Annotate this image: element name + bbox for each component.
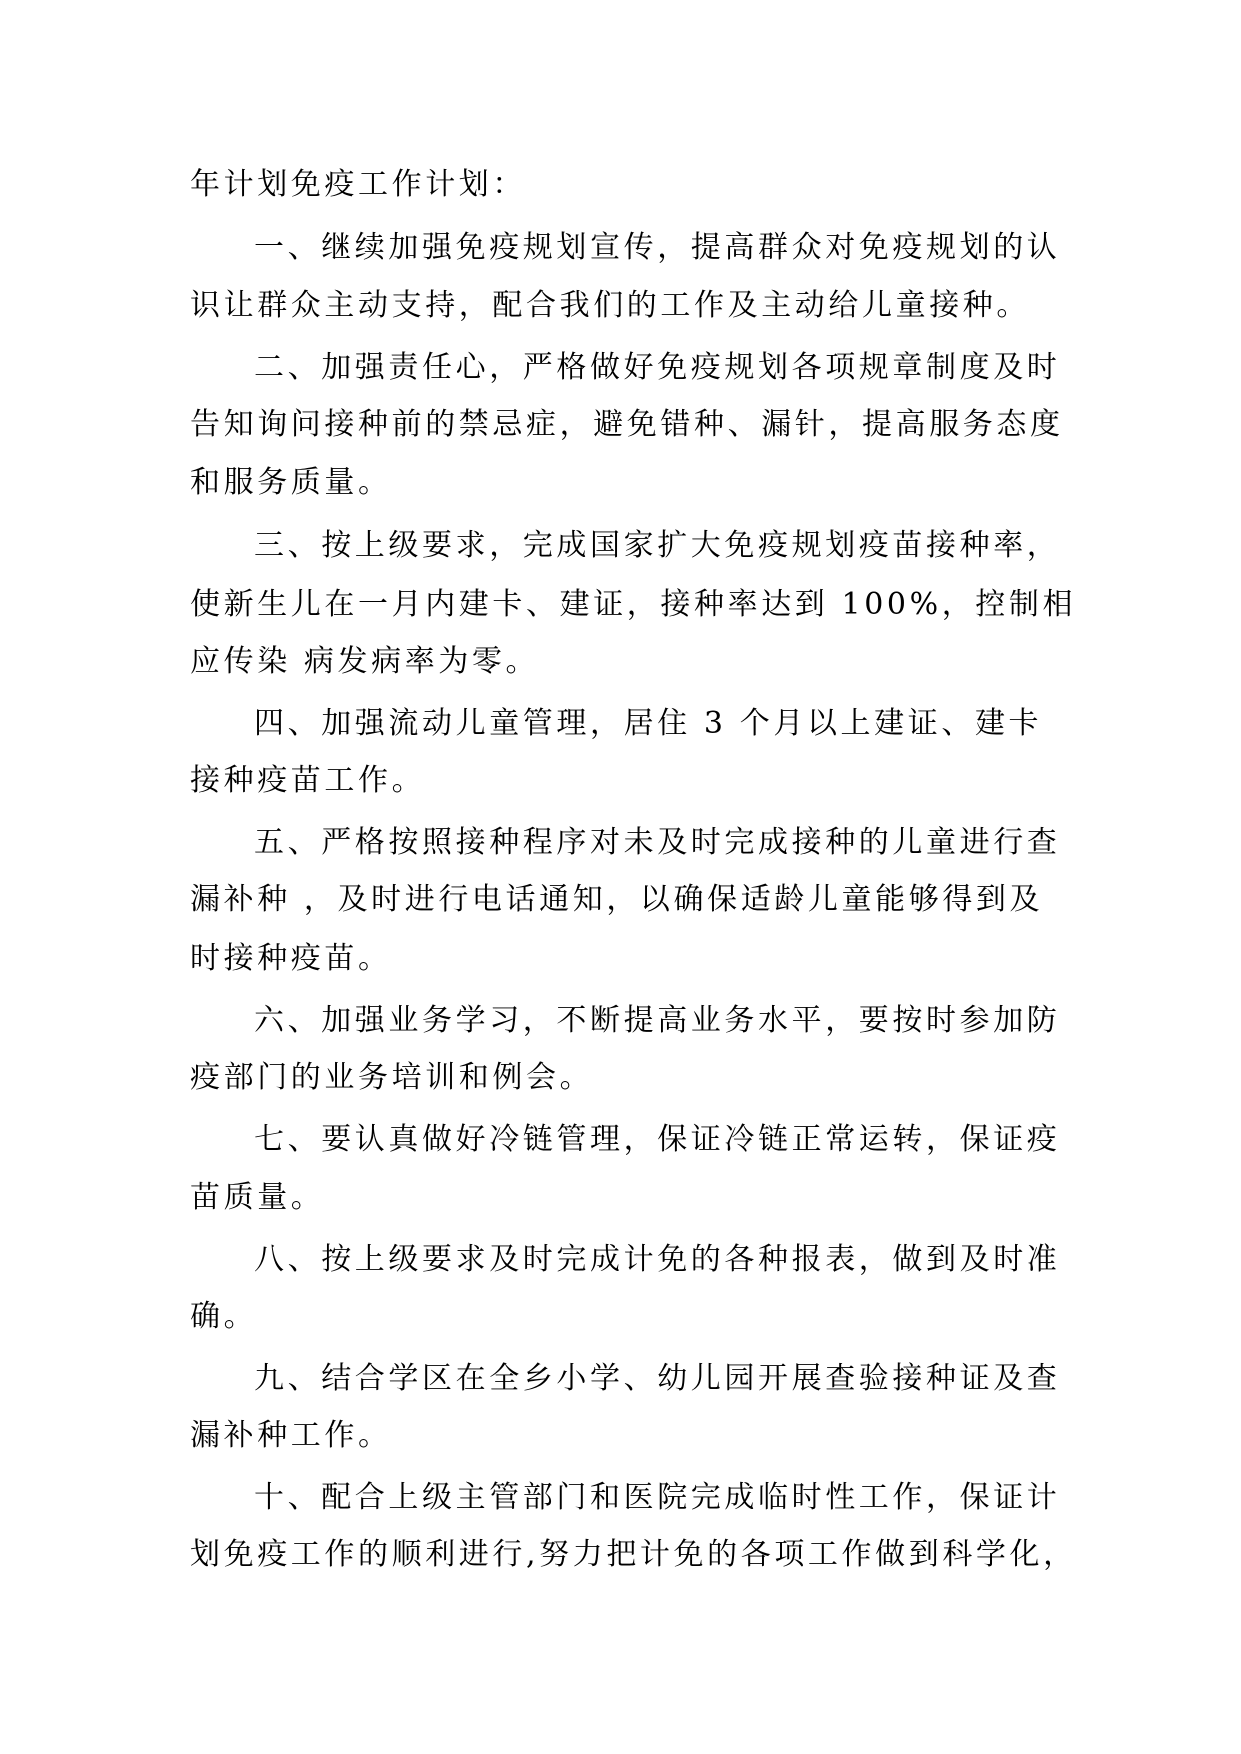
text-line-8: 使新生儿在一月内建卡、建证，接种率达到 100%，控制相 — [190, 587, 1077, 622]
text-line-4: 二、加强责任心，严格做好免疫规划各项规章制度及时 — [254, 350, 1061, 385]
text-line-9: 应传染 病发病率为零。 — [190, 644, 540, 679]
text-line-15: 六、加强业务学习，不断提高业务水平，要按时参加防 — [254, 1003, 1061, 1038]
text-line-7: 三、按上级要求，完成国家扩大免疫规划疫苗接种率， — [254, 528, 1061, 563]
text-line-19: 八、按上级要求及时完成计免的各种报表，做到及时准 — [254, 1242, 1061, 1277]
text-line-17: 七、要认真做好冷链管理，保证冷链正常运转，保证疫 — [254, 1122, 1061, 1157]
text-line-18: 苗质量。 — [190, 1180, 325, 1215]
text-line-22: 漏补种工作。 — [190, 1418, 392, 1453]
text-line-24: 划免疫工作的顺利进行,努力把计免的各项工作做到科学化， — [190, 1537, 1077, 1572]
text-line-13: 漏补种 ，及时进行电话通知，以确保适龄儿童能够得到及 — [190, 882, 1044, 917]
text-line-11: 接种疫苗工作。 — [190, 763, 426, 798]
text-line-12: 五、严格按照接种程序对未及时完成接种的儿童进行查 — [254, 825, 1061, 860]
text-line-10: 四、加强流动儿童管理，居住 3 个月以上建证、建卡 — [254, 706, 1043, 741]
text-line-5: 告知询问接种前的禁忌症，避免错种、漏针，提高服务态度 — [190, 407, 1064, 442]
text-line-2: 一、继续加强免疫规划宣传，提高群众对免疫规划的认 — [254, 230, 1061, 265]
text-line-14: 时接种疫苗。 — [190, 941, 392, 976]
text-line-23: 十、配合上级主管部门和医院完成临时性工作，保证计 — [254, 1480, 1061, 1515]
text-line-1: 年计划免疫工作计划： — [190, 167, 526, 202]
text-line-21: 九、结合学区在全乡小学、幼儿园开展查验接种证及查 — [254, 1361, 1061, 1396]
text-line-16: 疫部门的业务培训和例会。 — [190, 1060, 594, 1095]
text-line-3: 识让群众主动支持，配合我们的工作及主动给儿童接种。 — [190, 288, 1030, 323]
text-line-20: 确。 — [190, 1299, 258, 1334]
text-line-6: 和服务质量。 — [190, 465, 392, 500]
